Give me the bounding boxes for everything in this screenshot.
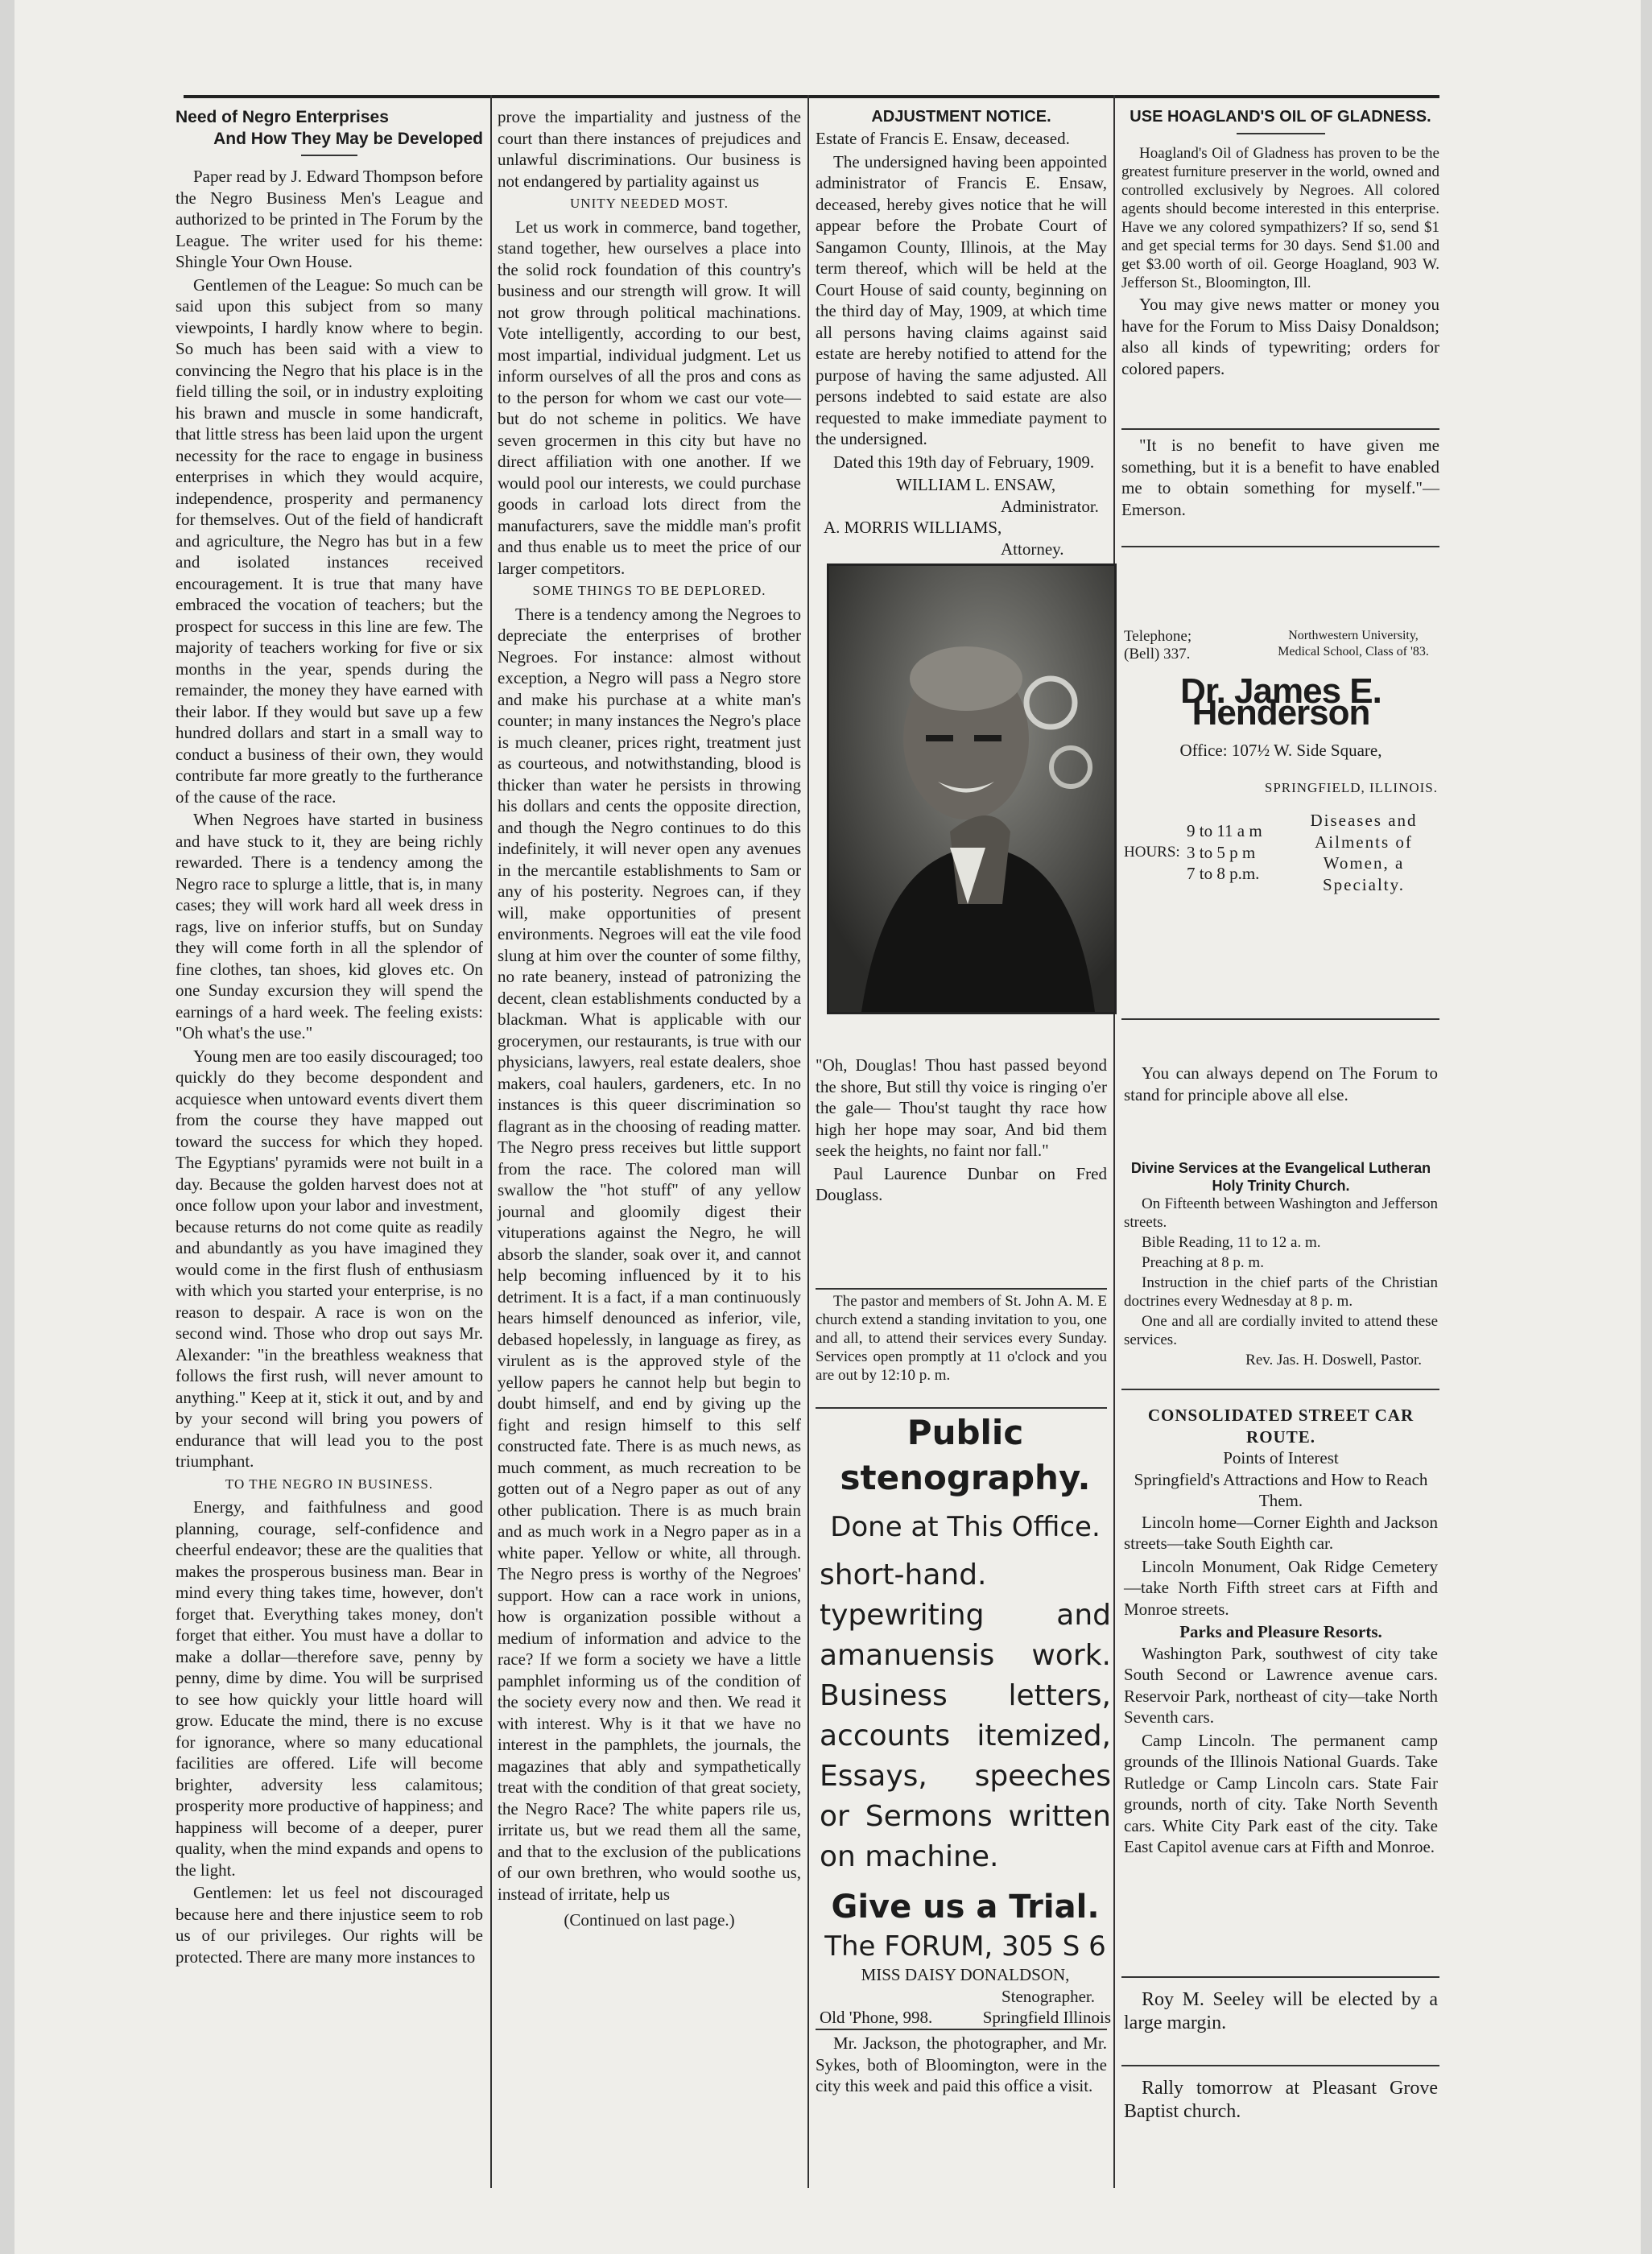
henderson-city: SPRINGFIELD, ILLINOIS. (1264, 779, 1438, 795)
steno-contact-line (820, 2007, 1111, 2029)
notice-title: ADJUSTMENT NOTICE. (871, 108, 1051, 126)
jackson-notice (816, 2033, 1107, 2145)
henderson-specialty: Diseases and Ailments of Women, a Specialty. (1310, 811, 1418, 894)
paragraph: Energy, and faithfulness and good planning, courage, self-confidence and cheerful endeavor; these are the qualities that makes the prosperous business man. Bear in mind every thing takes time, however, don't forget that. Everything takes money, don't forget that either. You must have a dollar to make a dollar—therefore save, penny by penny, dime by dime. You will be surprised to see how quickly your little hoard will grow. Educate the mind, there is no excuse for ignorance, where so many educational facilities are offered. Life will become brighter, adversity less calamitous; prosperity more productive of happiness; and happiness will become of a deeper, purer quality, when the mind expands and opens to the light. (176, 1497, 483, 1880)
attorney-role: Attorney. (1001, 539, 1064, 559)
column-2 (498, 106, 801, 2143)
paragraph: There is a tendency among the Negroes to depreciate the enterprises of brother Negroes. For instance: almost without exception, a Negro will pass a Negro store and make his purchase at a white man's counter; in many instances the Negro's place is much cleaner, prices right, treatment just as courteous, and notwithstanding, blood is thicker than water he persists in throwing his dollars and cents the opposite direction, and though the Negro continues to do this indefinitely, it will never open any avenues in the mercantile establishments to Sam or any of his posterity. Negroes can, if they will, make opportunities of present environments. Negroes will eat the vile food slung at him over the counter of some filthy, no rate beanery, instead of patronizing the decent, clean establishments conducted by a blackman. What is applicable with our grocerymen, our restaurants, is true with our physicians, lawyers, real estate dealers, shoe makers, coal haulers, gardeners, etc. In no instances is this queer discrimination so flagrant as in the choosing of reading matter. The Negro press receives but little support from the race. The colored man will swallow the "hot stuff" of any yellow journal and gloomily digest their vituperations against the Negro, he will absorb the slander, soak over it, and cannot help becoming influenced by it to his detriment. It is a fact, if a man continuously hears himself denounced as inferior, vile, debased hopelessly, in language as firey, as virulent as is the approved style of the yellow papers he cannot help but begin to doubt himself, and end by giving up the fight and resign himself to this self constructed fate. There is as much news, as much comment, as much recreation to be gotten out of a Negro paper as out of any other publication. There is as much brain and as much work in a Negro paper as in a white paper. Yellow or white, all through. The Negro press is worthy of the Negroes' support. How can a race work in unions, how is organization possible without a medium of information and advice to the race? If we form a society we have a little pamphlet informing us of the condition of the society every now and then. We read it with interest. Why is it that we have no interest in the pamphlets, the journals, the magazines that ably and sympathetically treat with the condition of that great society, the Negro Race? The white papers rile us, irritate us, but we read them all the same, and that to the exclusion of the publications of our own brethren, who would soothe us, instead of irritate, help us (498, 604, 801, 1904)
henderson-hours (1124, 810, 1438, 895)
paragraph: Let us work in commerce, band together, stand together, hew ourselves a place into the solid rock foundation of this country's business and our strength will grow. It will not grow through political machinations. Vote intelligently, according to our best, most impartial, individual judgment. Let us inform ourselves of all the pros and cons as to the person for whom we cast our vote—but do not scheme in politics. We have seven grocermen in this city but have no direct affiliation with one another. If we would pool our interests, we could purchase goods in carload lots direct from the manufacturers, save the middle man's profit and thus enable us to meet the price of our larger competitors. (498, 217, 801, 578)
st-john-text: The pastor and members of St. John A. M. E church extend a standing invitation to you, one and all, to attend their services every Sunday. Services open promptly at 11 o'clock and you are out by 12:10 p. m. (816, 1293, 1107, 1384)
poem-attribution: Paul Laurence Dunbar on Fred Douglass. (816, 1163, 1107, 1204)
continued-note: (Continued on last page.) (564, 1910, 735, 1930)
seeley-notice (1124, 1988, 1438, 2045)
divider (1121, 546, 1439, 547)
top-rule (184, 95, 1439, 98)
poem-text: "Oh, Douglas! Thou hast passed beyond the shore, But still thy voice is ringing o'er the gale— Thou'st taught thy race how high her hope may soar, And bid them seek the heights, no faint nor fall." (816, 1055, 1107, 1160)
stenography-ad (820, 1410, 1111, 2046)
paragraph: When Negroes have started in business and have stuck to it, they are being richly rewarded. There is a tendency among the Negro race to splurge a little, that is, in many cases; they will work hard all week dress in rags, live on inferior stuffs, but on Sunday they will come forth in all the splendor of fine clothes, tan shoes, kid gloves etc. On one Sunday excursion they will spend the earnings of a hard week. The feeling exists: "Oh what's the use." (176, 810, 483, 1042)
adjustment-notice (816, 106, 1107, 559)
divine-title: Divine Services at the Evangelical Lutheran Holy Trinity Church. (1130, 1160, 1431, 1194)
article-subheading: And How They May be Developed (213, 130, 483, 148)
article-intro: Paper read by J. Edward Thompson before the Negro Business Men's League and authorized to be printed in The Forum by the League. The writer used for his theme: Shingle Your Own House. (176, 167, 483, 271)
section-heading: UNITY NEEDED MOST. (570, 196, 729, 211)
divider (1237, 133, 1325, 134)
seeley-text: Roy M. Seeley will be elected by a large margin. (1124, 1989, 1438, 2033)
column-1 (176, 106, 483, 2087)
rally-notice (1124, 2077, 1438, 2133)
divider (301, 155, 357, 156)
paragraph: Gentlemen: let us feel not discouraged because here and there injustice seem to rob us of our privileges. Our rights will be protected. There are many more instances to (176, 1883, 483, 1967)
column-rule (1113, 95, 1115, 2188)
emerson-text: "It is no benefit to have given me something, but it is a benefit to have enabled me to obtain something for myself."—Emerson. (1121, 436, 1439, 519)
divine-line: Preaching at 8 p. m. (1142, 1254, 1264, 1271)
steno-subheadline: Done at This Office. (830, 1511, 1101, 1543)
hours-item: 7 to 8 p.m. (1187, 864, 1260, 884)
notice-estate: Estate of Francis E. Ensaw, deceased. (816, 129, 1070, 148)
paragraph: prove the impartiality and justness of the court than there instances of prejudices and unlawful discriminations. Our business is not endangered by partiality against us (498, 107, 801, 191)
paragraph: Young men are too easily discouraged; too quickly do they become despondent and acquiesce when untoward events divert them from the course they have mapped out toward the success for which they hoped. The Egyptians' pyramids were not built in a day. Because the golden harvest does not at once follow upon your labor and investment, because returns do not come quite as readily and abundantly as you have imagined they would come in the first flush of enthusiasm with which you started your enterprise, is no reason to despair. A race is won on the second wind. Those who drop out says Mr. Alexander: "in the breathless weakness that follows the first rush, will never amount to anything." Keep at it, stick it out, and by and by your second will bring you powers of endurance that will lead you to the post triumphant. (176, 1046, 483, 1471)
divider (1121, 428, 1439, 430)
emerson-quote (1121, 435, 1439, 531)
steno-headline: Public stenography. (840, 1413, 1091, 1497)
hoagland-body: Hoagland's Oil of Gladness has proven to be the greatest furniture preserver in the world, owned and controlled exclusively by Negroes. All colored agents should become interested in this enterprise. Have we any colored sympathizers? If so, send $1 and get special terms for 30 days. Send $1.00 and get $3.00 worth of oil. George Hoagland, 903 W. Jefferson St., Bloomington, Ill. (1121, 145, 1439, 291)
steno-city: Springfield Illinois (982, 2008, 1111, 2027)
streetcar-paragraph: Camp Lincoln. The permanent camp grounds of the Illinois National Guards. Take Rutledge or Camp Lincoln cars. State Fair grounds, north of city. Take North Seventh cars. White City Park east of the city. Take East Capitol avenue cars at Fifth and Monroe. (1124, 1730, 1438, 1856)
divine-line: One and all are cordially invited to attend these services. (1124, 1313, 1438, 1348)
streetcar-route (1124, 1405, 1438, 1928)
streetcar-sub: Points of Interest (1223, 1448, 1339, 1468)
divider (816, 2029, 1107, 2030)
divider (1121, 1018, 1439, 1020)
jackson-text: Mr. Jackson, the photographer, and Mr. Sykes, both of Bloomington, were in the city this week and paid this office a visit. (816, 2033, 1107, 2095)
streetcar-paragraph: Lincoln home—Corner Eighth and Jackson streets—take South Eighth car. (1124, 1512, 1438, 1553)
hours-item: 9 to 11 a m (1187, 821, 1262, 841)
steno-contact-name: MISS DAISY DONALDSON, (861, 1965, 1070, 1984)
streetcar-paragraph: Lincoln Monument, Oak Ridge Cemetery—take North Fifth street cars at Fifth and Monroe streets. (1124, 1556, 1438, 1619)
steno-contact-role: Stenographer. (1001, 1986, 1095, 2006)
divider (816, 1288, 1107, 1290)
news-notice: You may give news matter or money you have for the Forum to Miss Daisy Donaldson; also all kinds of typewriting; orders for colored papers. (1121, 295, 1439, 378)
divine-location: On Fifteenth between Washington and Jefferson streets. (1124, 1195, 1438, 1231)
henderson-card (1124, 628, 1438, 950)
steno-trial: Give us a Trial. (831, 1889, 1100, 1926)
divine-line: Instruction in the chief parts of the Christian doctrines every Wednesday at 8 p. m. (1124, 1274, 1438, 1310)
paragraph: Gentlemen of the League: So much can be said upon this subject from so many viewpoints, I hardly know where to begin. So much has been said with a view to convincing the Negro that his place is in the field tilling the soil, or in industry exploiting his brawn and muscle in some handicraft, that little stress has been laid upon the urgent necessity for the race to engage in business enterprises in which they would acquire, independence, prosperity and permanency for themselves. Out of the field of handicraft and agriculture, the Negro has but in a few and isolated instances received encouragement. It is true that many have embraced the vocation of teachers; but the prospect for success in this line are few. The majority of teachers working for five or six months in the year, spends during the remainder, the money they have earned with their labor. If they would but save up a few hundred dollars and start in a small way to conduct a business of their own, they would contribute far more greatly to the furtherance of the cause of the race. (176, 275, 483, 807)
hours-list (1187, 820, 1299, 885)
signer: WILLIAM L. ENSAW, (896, 475, 1056, 494)
steno-phone: Old 'Phone, 998. (820, 2008, 933, 2027)
hours-label: HOURS: (1124, 843, 1180, 861)
divider (1121, 1976, 1439, 1978)
section-heading: TO THE NEGRO IN BUSINESS. (225, 1476, 434, 1492)
hours-item: 3 to 5 p m (1187, 842, 1256, 862)
divider (1121, 2065, 1439, 2066)
poem-block (816, 1055, 1107, 1296)
forum-principle (1124, 1063, 1438, 1135)
steno-address: The FORUM, 305 S 6 (824, 1930, 1106, 1963)
attorney: A. MORRIS WILLIAMS, (824, 518, 1002, 537)
henderson-office: Office: 107½ W. Side Square, (1179, 741, 1382, 760)
column-rule (490, 95, 492, 2188)
forum-principle-text: You can always depend on The Forum to stand for principle above all else. (1124, 1063, 1438, 1104)
section-heading: SOME THINGS TO BE DEPLORED. (532, 583, 766, 598)
henderson-header (1124, 628, 1438, 663)
notice-dated: Dated this 19th day of February, 1909. (833, 452, 1095, 472)
henderson-school: Northwestern University, Medical School, Class of '83. (1278, 629, 1429, 658)
notice-body: The undersigned having been appointed administrator of Francis E. Ensaw, deceased, hereby gives notice that he will appear before the Probate Court of Sangamon County, Illinois, at the May term thereof, which will be held at the Court House of said county, beginning on the third day of May, 1909, at which time all persons having claims against said estate are hereby notified to attend for the purpose of having the same adjusted. All persons indebted to said estate are also requested to make immediate payment to the undersigned. (816, 151, 1107, 448)
divine-line: Bible Reading, 11 to 12 a. m. (1142, 1234, 1321, 1251)
streetcar-title: CONSOLIDATED STREET CAR ROUTE. (1147, 1406, 1415, 1447)
article-heading: Need of Negro Enterprises (176, 108, 389, 126)
hoagland-ad (1121, 106, 1439, 428)
streetcar-parks: Parks and Pleasure Resorts. (1179, 1622, 1382, 1641)
newspaper-page (14, 0, 1641, 2254)
divine-services (1124, 1159, 1438, 1368)
signer-role: Administrator. (1001, 496, 1099, 516)
divider (816, 1407, 1107, 1409)
streetcar-sub: Springfield's Attractions and How to Reach Them. (1134, 1469, 1428, 1510)
portrait-photo (827, 564, 1117, 1014)
henderson-telephone: Telephone; (Bell) 337. (1124, 628, 1192, 663)
portrait-image (829, 566, 1114, 1012)
hoagland-title: USE HOAGLAND'S OIL OF GLADNESS. (1130, 108, 1431, 126)
henderson-name: Dr. James E. Henderson (1180, 671, 1381, 733)
divider (1121, 1389, 1439, 1390)
steno-services: short-hand. typewriting and amanuensis work. Business letters, accounts itemized, Essays, speeches or Sermons written on machine. (820, 1558, 1111, 1873)
st-john-notice (816, 1292, 1107, 1413)
streetcar-paragraph: Washington Park, southwest of city take South Second or Lawrence avenue cars. Reservoir Park, northeast of city—take North Seventh cars. (1124, 1643, 1438, 1727)
divine-pastor: Rev. Jas. H. Doswell, Pastor. (1245, 1352, 1422, 1368)
rally-text: Rally tomorrow at Pleasant Grove Baptist church. (1124, 2078, 1438, 2122)
column-rule (807, 95, 809, 2188)
